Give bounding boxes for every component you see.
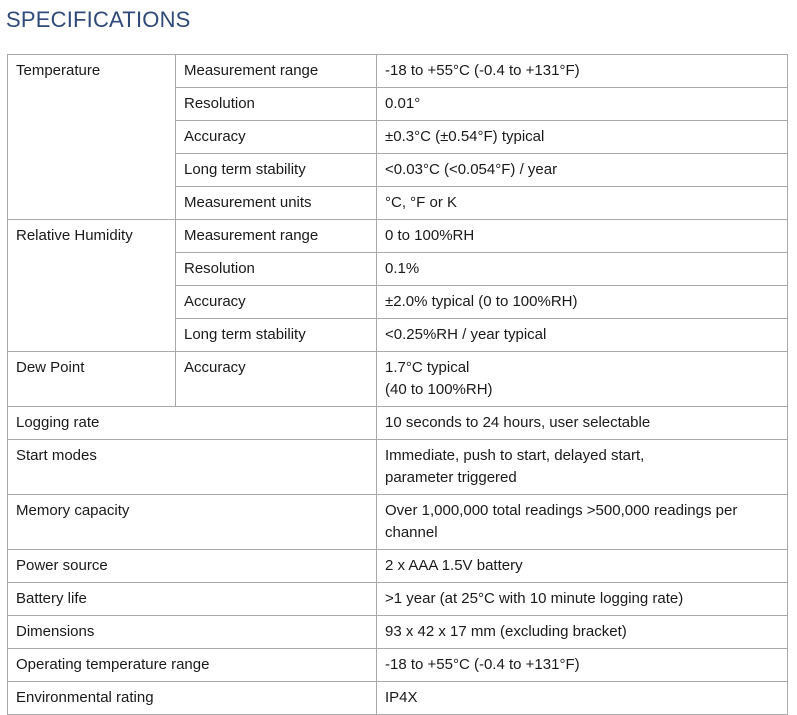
spec-label-cell: Start modes bbox=[8, 440, 377, 495]
group-label-dew-point: Dew Point bbox=[8, 352, 176, 407]
value-line: channel bbox=[385, 524, 438, 541]
group-label-temperature: Temperature bbox=[8, 55, 176, 220]
value-cell bbox=[377, 352, 788, 407]
value-cell: 2 x AAA 1.5V battery bbox=[377, 550, 788, 583]
parameter-cell: Resolution bbox=[176, 88, 377, 121]
value-cell: -18 to +55°C (-0.4 to +131°F) bbox=[377, 55, 788, 88]
table-row bbox=[8, 583, 788, 616]
table-row bbox=[8, 550, 788, 583]
parameter-cell: Measurement units bbox=[176, 187, 377, 220]
table-row bbox=[8, 682, 788, 715]
table-row bbox=[8, 440, 788, 495]
parameter-cell: Measurement range bbox=[176, 55, 377, 88]
value-cell: 10 seconds to 24 hours, user selectable bbox=[377, 407, 788, 440]
table-row bbox=[8, 55, 788, 88]
value-cell bbox=[377, 495, 788, 550]
value-cell: 0.1% bbox=[377, 253, 788, 286]
spec-label-cell: Memory capacity bbox=[8, 495, 377, 550]
spec-label-cell: Battery life bbox=[8, 583, 377, 616]
parameter-cell: Long term stability bbox=[176, 319, 377, 352]
value-cell: >1 year (at 25°C with 10 minute logging rate) bbox=[377, 583, 788, 616]
table-row bbox=[8, 616, 788, 649]
parameter-cell: Accuracy bbox=[176, 286, 377, 319]
table-row bbox=[8, 407, 788, 440]
value-cell: ±0.3°C (±0.54°F) typical bbox=[377, 121, 788, 154]
spec-label-cell: Power source bbox=[8, 550, 377, 583]
spec-label-cell: Operating temperature range bbox=[8, 649, 377, 682]
table-row bbox=[8, 649, 788, 682]
value-cell bbox=[377, 440, 788, 495]
value-line: (40 to 100%RH) bbox=[385, 381, 493, 398]
value-cell: <0.25%RH / year typical bbox=[377, 319, 788, 352]
table-row bbox=[8, 352, 788, 407]
spec-label-cell: Dimensions bbox=[8, 616, 377, 649]
table-row bbox=[8, 495, 788, 550]
value-line: Over 1,000,000 total readings >500,000 readings per bbox=[385, 502, 738, 519]
parameter-cell: Accuracy bbox=[176, 121, 377, 154]
value-cell: <0.03°C (<0.054°F) / year bbox=[377, 154, 788, 187]
value-line: Immediate, push to start, delayed start, bbox=[385, 447, 645, 464]
value-cell: 0 to 100%RH bbox=[377, 220, 788, 253]
parameter-cell: Accuracy bbox=[176, 352, 377, 407]
specifications-table bbox=[7, 54, 788, 715]
group-label-humidity: Relative Humidity bbox=[8, 220, 176, 352]
value-cell: 93 x 42 x 17 mm (excluding bracket) bbox=[377, 616, 788, 649]
value-cell: IP4X bbox=[377, 682, 788, 715]
parameter-cell: Measurement range bbox=[176, 220, 377, 253]
value-cell: °C, °F or K bbox=[377, 187, 788, 220]
value-line: 1.7°C typical bbox=[385, 359, 470, 376]
spec-label-cell: Logging rate bbox=[8, 407, 377, 440]
page-title: SPECIFICATIONS bbox=[6, 7, 191, 32]
value-line: parameter triggered bbox=[385, 469, 517, 486]
value-cell: 0.01° bbox=[377, 88, 788, 121]
value-cell: -18 to +55°C (-0.4 to +131°F) bbox=[377, 649, 788, 682]
parameter-cell: Long term stability bbox=[176, 154, 377, 187]
value-cell: ±2.0% typical (0 to 100%RH) bbox=[377, 286, 788, 319]
table-row bbox=[8, 220, 788, 253]
parameter-cell: Resolution bbox=[176, 253, 377, 286]
spec-label-cell: Environmental rating bbox=[8, 682, 377, 715]
